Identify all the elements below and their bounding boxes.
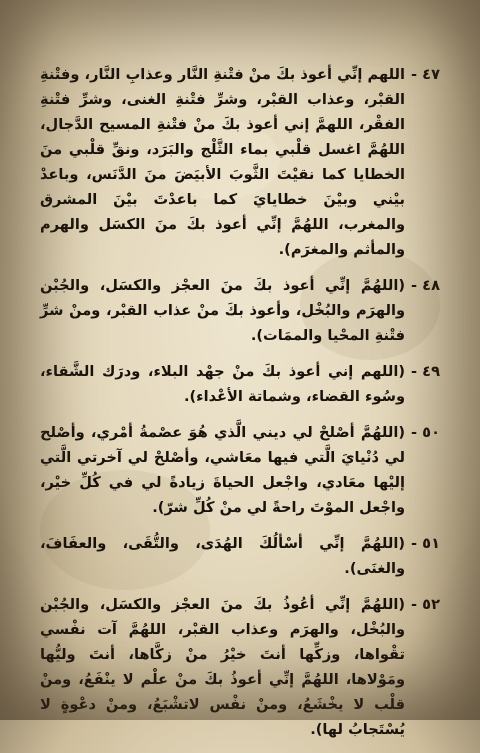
entry-number: ٥٢ - <box>411 596 440 613</box>
dua-entry <box>40 420 440 520</box>
dua-entry <box>40 273 440 348</box>
entry-text: (اللهم إني أعوذ بكَ منْ جهْد البلاء، ودرَك الشَّقاء، وسُوء القضاء، وشماتة الأعْداء). <box>40 363 406 405</box>
entry-number: ٤٧ - <box>411 66 440 83</box>
entry-text: (اللهُمَّ إنِّي أعوذ بكَ منَ العجْز والكسَل، والجُبْن والهرَم والبُخْل، وأعوذ بكَ منْ عذاب القبْر، ومنْ شرِّ فتْنةِ المحْيا والممَات). <box>40 277 406 344</box>
dua-entry <box>40 359 440 409</box>
entry-text: (اللهُمَّ إنِّي أعُوذُ بكَ منَ العجْز والكسَل، والجُبْن والبُخْل، والهرَم وعذاب القبْر، اللهُمَّ آت نفْسي تقْواها، وزكِّها أنتَ خيْرُ منْ زكَّاها، أنتَ وليُّها ومَوْلاها، اللهُمَّ إنِّي أعوذُ بكَ منْ علْم لا ينْفَعُ، ومنْ قلْب لا يخْشَعُ، ومنْ نفْس لاتشْبَعُ، ومنْ دعْوةٍ لا يُسْتَجابُ لها). <box>40 596 406 738</box>
dua-text-block <box>40 62 440 753</box>
entry-number: ٥٠ - <box>411 424 440 441</box>
entry-number: ٤٩ - <box>411 363 440 380</box>
entry-text: اللهم إنِّي أعوذ بكَ منْ فتْنةِ النَّار وعذابِ النَّار، وفتْنةِ القبْر، وعذاب القبْر، وشرِّ فتْنةِ الغنى، وشرِّ فتْنةِ الفقْر، اللهمَّ إني أعوذ بكَ منْ فتْنةِ المسيح الدَّجال، اللهُمَّ اغسل قلْبي بماء الثَّلْج والبَرَد، ونقِّ قلْبي منَ الخطايا كما نقيْتَ الثَّوبَ الأبيَضَ منَ الدَّنَس، وباعدْ بيْني وبيْنَ خطايايَ كما باعدْتَ بيْنَ المشرق والمغرب، اللهُمَّ إنِّي أعوذ بكَ منَ الكسَل والهرم والمأثم والمغرَم). <box>40 66 406 258</box>
dua-entry <box>40 62 440 262</box>
entry-number: ٤٨ - <box>411 277 440 294</box>
entry-text: (اللهُمَّ أصْلحْ لي ديني الَّذي هُوَ عصْمةُ أمْري، وأصْلح لي دُنْيايَ الَّتي فيها معَاشي، وأصْلحْ لي آخرتي الَّتي إليْها معَادي، واجْعل الحياةَ زيادةً لي في كُلِّ خيْر، واجْعل الموْتَ راحةً لي منْ كُلِّ شرّ). <box>40 424 406 516</box>
entry-text: (اللهُمَّ إنِّي أسْألُكَ الهُدَى، والتُّقَى، والعفَافَ، والغنَى). <box>40 535 406 577</box>
entry-number: ٥١ - <box>411 535 440 552</box>
dua-entry <box>40 531 440 581</box>
